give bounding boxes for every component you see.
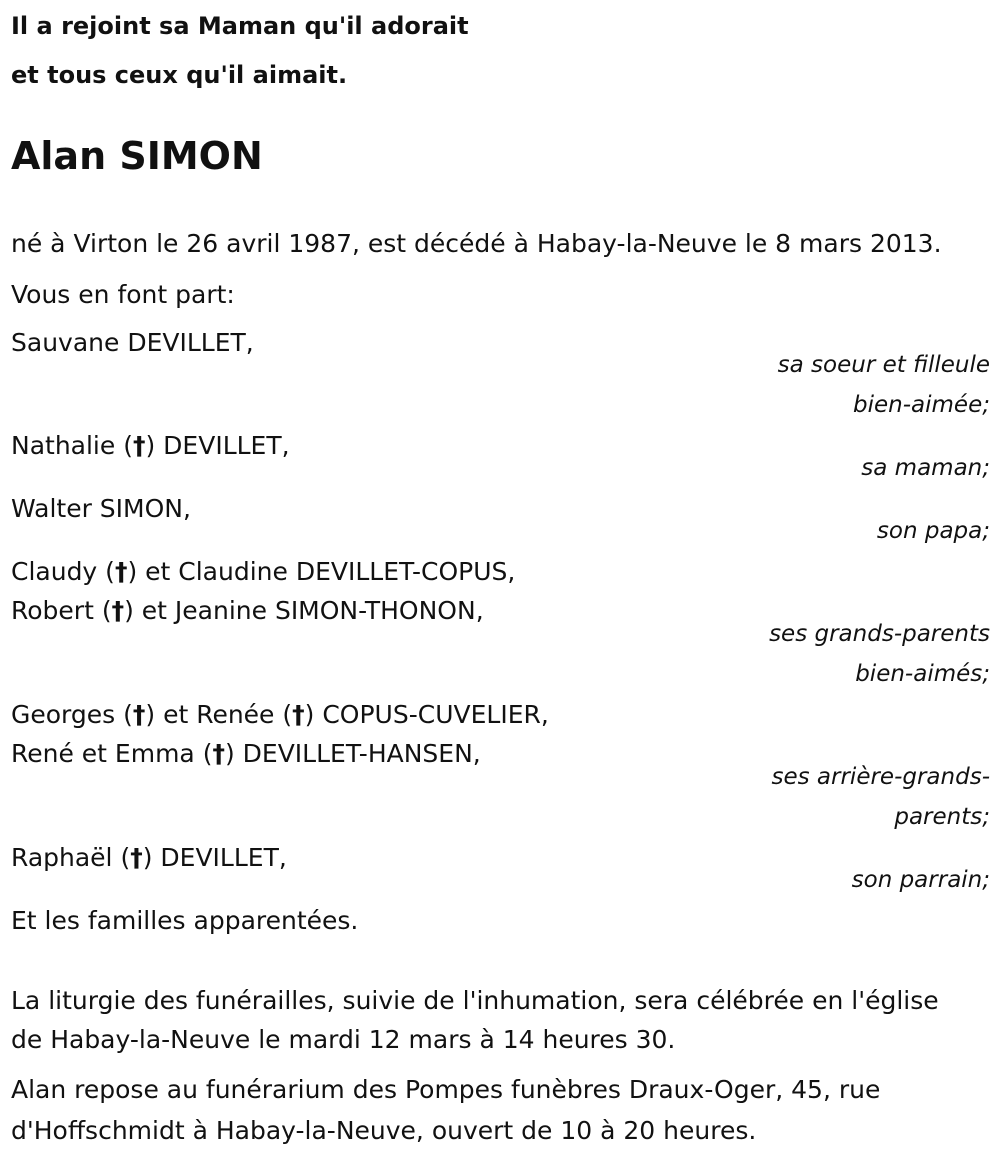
family-member-robert: Robert (†) et Jeanine SIMON-THONON, (11, 596, 484, 625)
birth-death-line: né à Virton le 26 avril 1987, est décédé à Habay-la-Neuve le 8 mars 2013. (11, 229, 942, 258)
role-raphael: son parrain; (851, 867, 990, 893)
family-member-georges: Georges (†) et Renée (†) COPUS-CUVELIER, (11, 700, 549, 729)
role-sauvane-2: bien-aimée; (853, 392, 990, 418)
family-member-sauvane: Sauvane DEVILLET, (11, 328, 254, 357)
intro-line-2: et tous ceux qu'il aimait. (11, 61, 348, 89)
role-grandparents-2: bien-aimés; (855, 661, 990, 687)
funeral-line-1: La liturgie des funérailles, suivie de l'inhumation, sera célébrée en l'église (11, 986, 939, 1015)
related-families: Et les familles apparentées. (11, 906, 359, 935)
role-sauvane-1: sa soeur et filleule (777, 352, 990, 378)
role-walter: son papa; (876, 518, 990, 544)
cross-icon: † (111, 596, 125, 625)
role-greatgrandparents-2: parents; (894, 804, 990, 830)
funeral-line-2: de Habay-la-Neuve le mardi 12 mars à 14 heures 30. (11, 1025, 676, 1054)
role-greatgrandparents-1: ses arrière-grands- (771, 764, 990, 790)
cross-icon: † (114, 557, 128, 586)
family-member-nathalie: Nathalie (†) DEVILLET, (11, 431, 290, 460)
cross-icon: † (132, 431, 146, 460)
cross-icon: † (292, 700, 305, 729)
deceased-name: Alan SIMON (11, 134, 263, 178)
family-member-raphael: Raphaël (†) DEVILLET, (11, 843, 287, 872)
family-member-claudy: Claudy (†) et Claudine DEVILLET-COPUS, (11, 557, 516, 586)
cross-icon: † (212, 739, 225, 768)
family-member-walter: Walter SIMON, (11, 494, 191, 523)
role-nathalie: sa maman; (861, 455, 990, 481)
announce-line: Vous en font part: (11, 280, 235, 309)
family-member-rene: René et Emma (†) DEVILLET-HANSEN, (11, 739, 481, 768)
cross-icon: † (130, 843, 143, 872)
intro-line-1: Il a rejoint sa Maman qu'il adorait (11, 12, 469, 40)
funeral-line-4: d'Hoffschmidt à Habay-la-Neuve, ouvert de 10 à 20 heures. (11, 1116, 757, 1145)
role-grandparents-1: ses grands-parents (769, 621, 990, 647)
funeral-line-3: Alan repose au funérarium des Pompes funèbres Draux-Oger, 45, rue (11, 1075, 881, 1104)
cross-icon: † (132, 700, 146, 729)
